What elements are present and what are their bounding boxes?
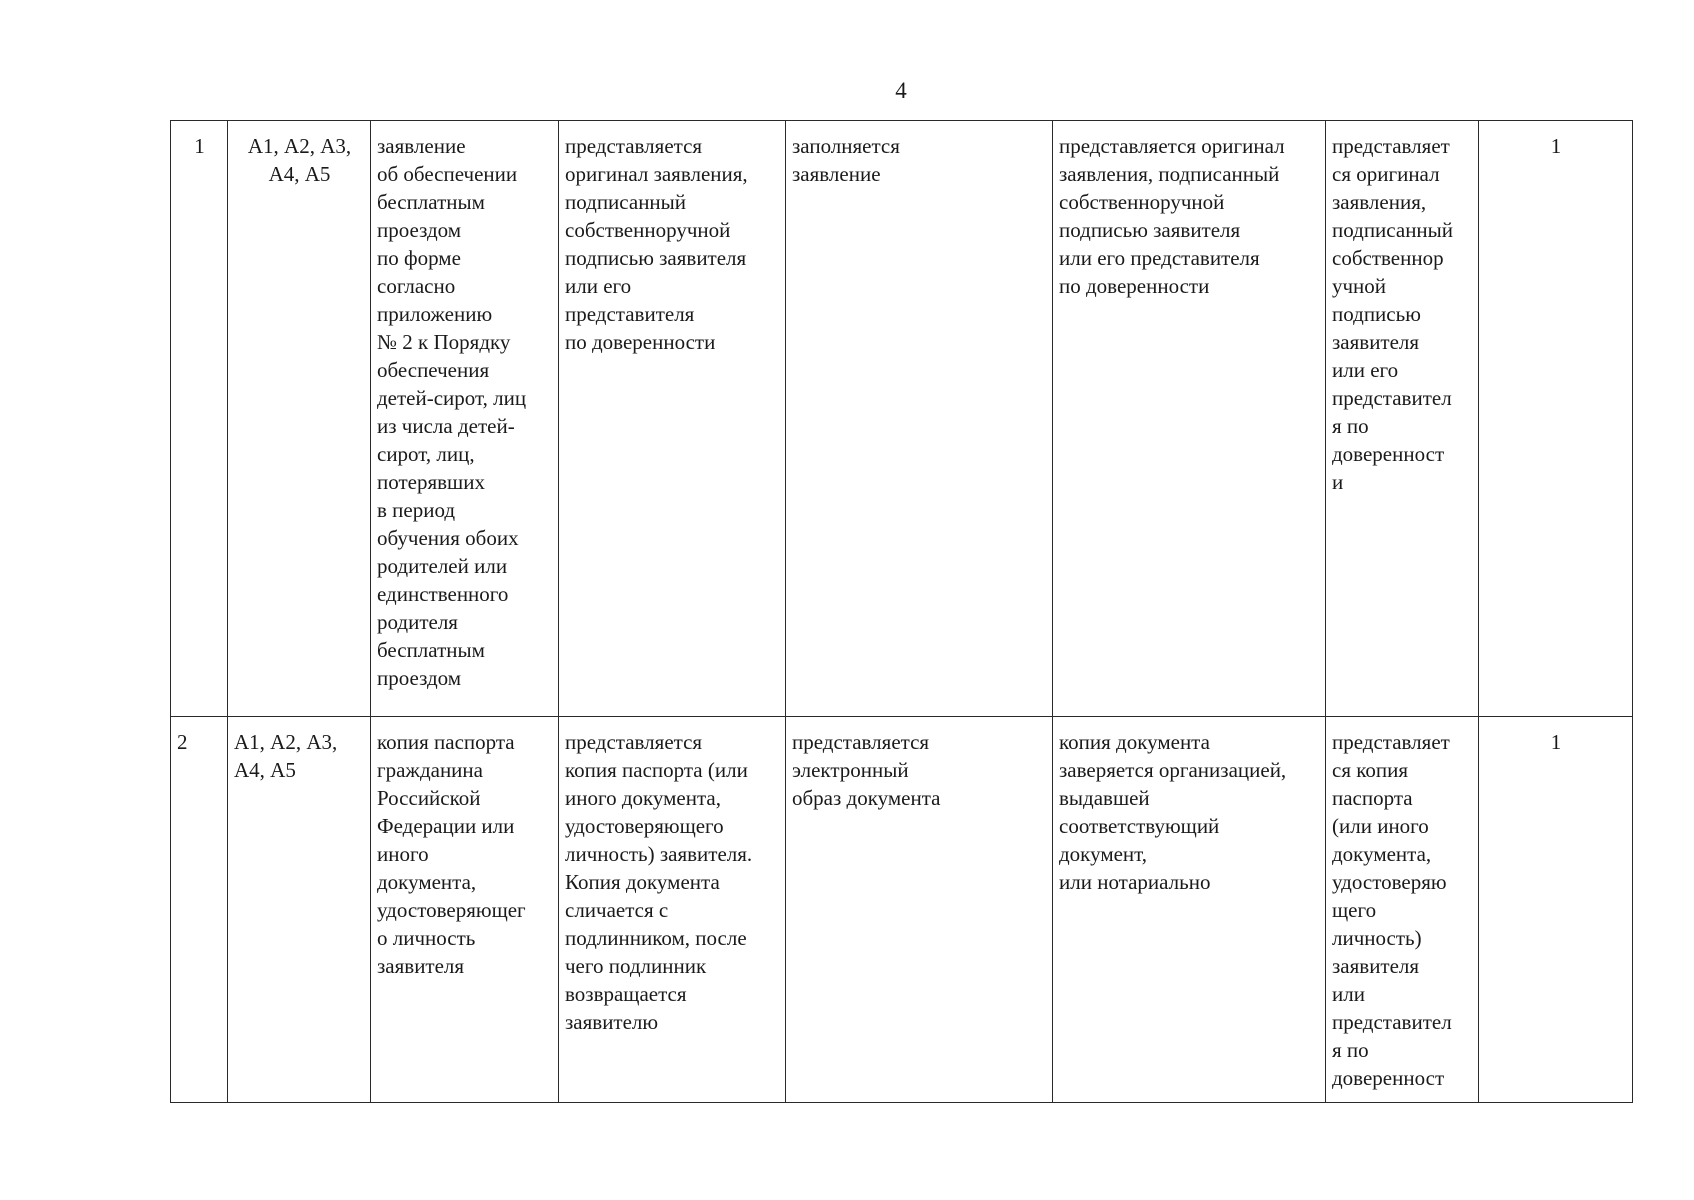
document-count-cell: 1 <box>1479 717 1633 1103</box>
documents-table <box>170 120 1633 1103</box>
table-row <box>171 717 1633 1103</box>
table-row <box>171 121 1633 717</box>
applicant-categories-cell: А1, А2, А3, А4, А5 <box>228 717 371 1103</box>
personal-submission-cell: представляется копия паспорта (или иного документа, удостоверяющего личность) заявителя. Копия документа сличается с подлинником, после чего подлинник возвращается заявителю <box>559 717 786 1103</box>
document-count-cell: 1 <box>1479 121 1633 717</box>
postal-submission-cell: представляет ся оригинал заявления, подписанный собственнор учной подписью заявителя или его представител я по доверенност и <box>1326 121 1479 717</box>
postal-submission-cell: представляет ся копия паспорта (или иного документа, удостоверяю щего личность) заявителя или представител я по доверенност <box>1326 717 1479 1103</box>
applicant-categories-cell: А1, А2, А3, А4, А5 <box>228 121 371 717</box>
document-requirements-cell: представляется оригинал заявления, подписанный собственноручной подписью заявителя или его представителя по доверенности <box>1053 121 1326 717</box>
personal-submission-cell: представляется оригинал заявления, подписанный собственноручной подписью заявителя или его представителя по доверенности <box>559 121 786 717</box>
document-name-cell: копия паспорта гражданина Российской Федерации или иного документа, удостоверяющег о личность заявителя <box>371 717 559 1103</box>
page-number: 4 <box>895 78 907 103</box>
document-name-cell: заявление об обеспечении бесплатным проездом по форме согласно приложению № 2 к Порядку обеспечения детей-сирот, лиц из числа детей- сирот, лиц, потерявших в период обучения обоих родителей или единственного родителя бесплатным проездом <box>371 121 559 717</box>
row-number-cell: 1 <box>171 121 228 717</box>
row-number-cell: 2 <box>171 717 228 1103</box>
electronic-submission-cell: представляется электронный образ документа <box>786 717 1053 1103</box>
electronic-submission-cell: заполняется заявление <box>786 121 1053 717</box>
document-requirements-cell: копия документа заверяется организацией, выдавшей соответствующий документ, или нотариально <box>1053 717 1326 1103</box>
